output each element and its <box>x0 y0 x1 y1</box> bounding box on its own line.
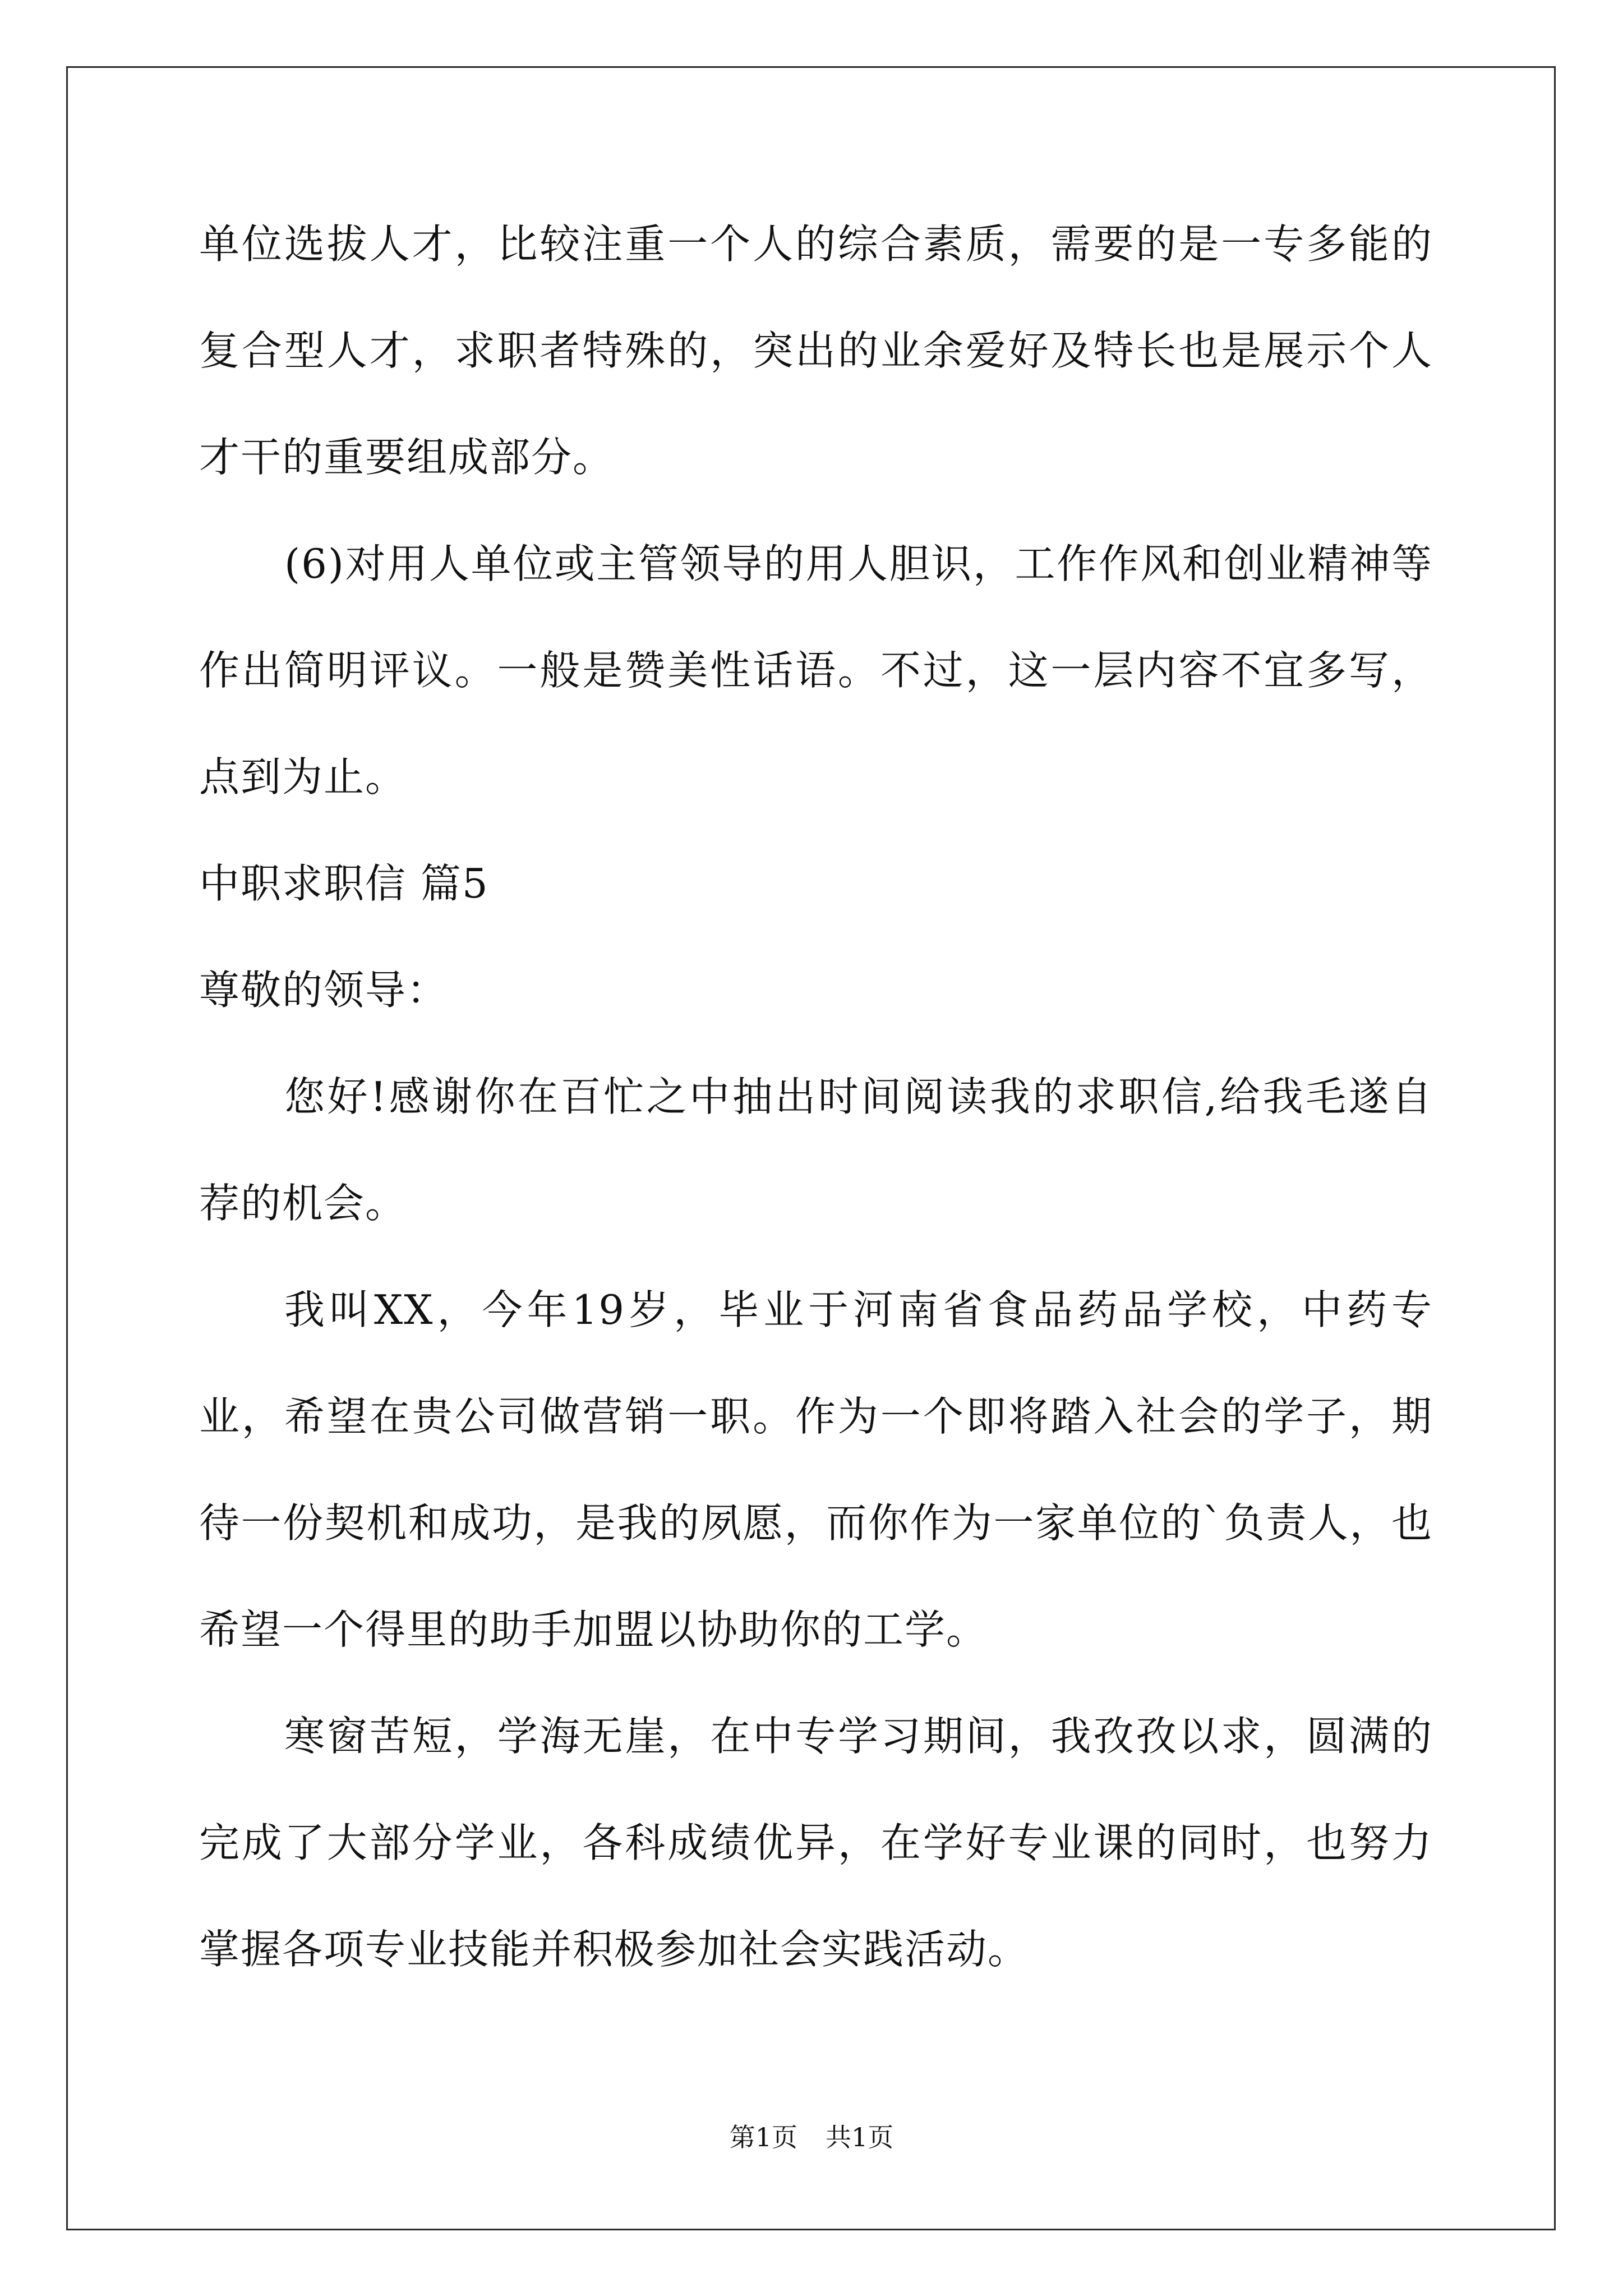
salutation: 尊敬的领导： <box>199 967 449 1014</box>
paragraph: 我叫XX，今年19岁，毕业于河南省食品药品学校，中药专业，希望在贵公司做营销一职。作为一个即将踏入社会的学子，期待一份契机和成功，是我的夙愿，而你作为一家单位的`负责人，也希望一个得里的助手加盟以协助你的工学。 <box>199 1286 1433 1653</box>
paragraph: (6)对用人单位或主管领导的用人胆识，工作作风和创业精神等作出简明评议。一般是赞美性话语。不过，这一层内容不宜多写，点到为止。 <box>199 540 1433 800</box>
paragraph: 您好!感谢你在百忙之中抽出时间阅读我的求职信,给我毛遂自荐的机会。 <box>199 1073 1433 1227</box>
paragraph: 寒窗苦短，学海无崖，在中专学习期间，我孜孜以求，圆满的完成了大部分学业，各科成绩优异，在学好专业课的同时，也努力掌握各项专业技能并积极参加社会实践活动。 <box>199 1713 1433 1973</box>
page-number: 第1页 <box>729 2122 797 2152</box>
paragraph: 单位选拔人才，比较注重一个人的综合素质，需要的是一专多能的复合型人才，求职者特殊的，突出的业余爱好及特长也是展示个人才干的重要组成部分。 <box>199 220 1433 481</box>
page-total: 共1页 <box>826 2122 894 2152</box>
document-body <box>199 191 1433 2003</box>
page-footer <box>0 2120 1623 2154</box>
section-heading: 中职求职信 篇5 <box>199 860 489 907</box>
